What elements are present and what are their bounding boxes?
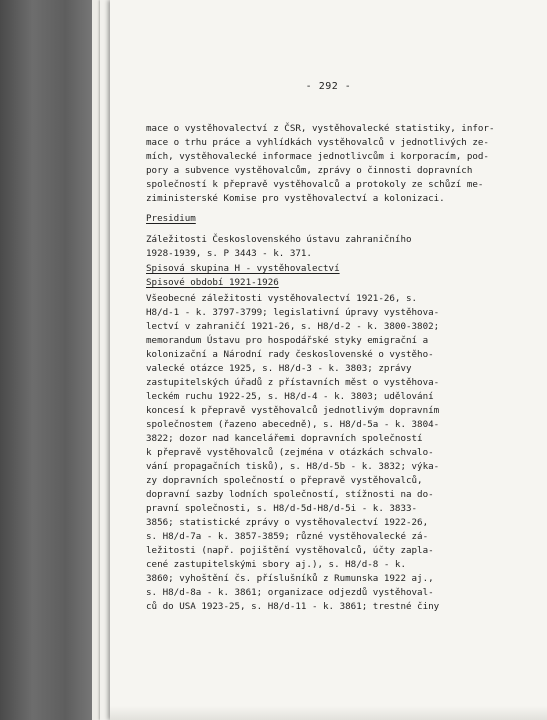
text-line: Záležitosti Československého ústavu zahraničního — [146, 234, 412, 245]
text-line: 3856; statistické zprávy o vystěhovalectví 1922-26, — [146, 517, 429, 528]
text-line: Všeobecné záležitosti vystěhovalectví 1921-26, s. — [146, 293, 418, 304]
text-line: s. H8/d-8a - k. 3861; organizace odjezdů vystěhoval- — [146, 587, 434, 598]
text-line: valecké otázce 1925, s. H8/d-3 - k. 3803; zprávy — [146, 363, 412, 374]
text-line: ziministerské Komise pro vystěhovalectví a kolonizaci. — [146, 193, 445, 204]
text-line: ležitosti (např. pojištění vystěhovalců, účty zapla- — [146, 545, 434, 556]
document-page — [110, 0, 547, 720]
page-bottom-shadow — [110, 706, 547, 720]
text-line: memorandum Ústavu pro hospodářské styky emigrační a — [146, 335, 429, 346]
text-line: H8/d-1 - k. 3797-3799; legislativní úpravy vystěhova- — [146, 307, 440, 318]
text-line: koncesí k přepravě vystěhovalců jednotlivým dopravním — [146, 405, 440, 416]
text-line: ců do USA 1923-25, s. H8/d-11 - k. 3861; trestné činy — [146, 601, 440, 612]
text-line: mace o trhu práce a vyhlídkách vystěhovalců v jednotlivých ze- — [146, 137, 489, 148]
text-line: leckém ruchu 1922-25, s. H8/d-4 - k. 3803; udělování — [146, 391, 434, 402]
text-line: lectví v zahraničí 1921-26, s. H8/d-2 - k. 3800-3802; — [146, 321, 440, 332]
text-line: s. H8/d-7a - k. 3857-3859; různé vystěhovalecké zá- — [146, 531, 429, 542]
text-line: 3860; vyhoštění čs. příslušníků z Rumunska 1922 aj., — [146, 573, 434, 584]
text-line: společností k přepravě vystěhovalců a protokoly ze schůzí me- — [146, 179, 484, 190]
text-line: vání propagačních tisků), s. H8/d-5b - k. 3832; výka- — [146, 461, 440, 472]
period-heading: Spisové období 1921-1926 — [146, 277, 279, 288]
text-line: zastupitelských úřadů z přístavních měst o vystěhova- — [146, 377, 440, 388]
section-heading: Presidium — [146, 213, 196, 224]
page-number: - 292 - — [305, 81, 352, 92]
text-line: k přepravě vystěhovalců (zejména v otázkách schvalo- — [146, 447, 434, 458]
text-line: mace o vystěhovalectví z ČSR, vystěhovalecké statistiky, infor- — [146, 123, 495, 134]
text-line: cené zastupitelskými sbory aj.), s. H8/d-8 - k. — [146, 559, 406, 570]
text-line: dopravní sazby lodních společností, stížnosti na do- — [146, 489, 434, 500]
text-line: společnostem (řazeno abecedně), s. H8/d-5a - k. 3804- — [146, 419, 440, 430]
text-line: zy dopravních společností o přepravě vystěhovalců, — [146, 475, 423, 486]
text-line: 3822; dozor nad kancelářemi dopravních společností — [146, 433, 423, 444]
text-line: 1928-1939, s. P 3443 - k. 371. — [146, 248, 312, 259]
text-line: kolonizační a Národní rady československé o vystěho- — [146, 349, 434, 360]
text-line: pory a subvence vystěhovalcům, zprávy o činnosti dopravních — [146, 165, 473, 176]
group-heading: Spisová skupina H - vystěhovalectví — [146, 263, 340, 274]
text-line: mích, vystěhovalecké informace jednotlivcům i korporacím, pod- — [146, 151, 489, 162]
text-line: pravní společnosti, s. H8/d-5d-H8/d-5i - k. 3833- — [146, 503, 418, 514]
